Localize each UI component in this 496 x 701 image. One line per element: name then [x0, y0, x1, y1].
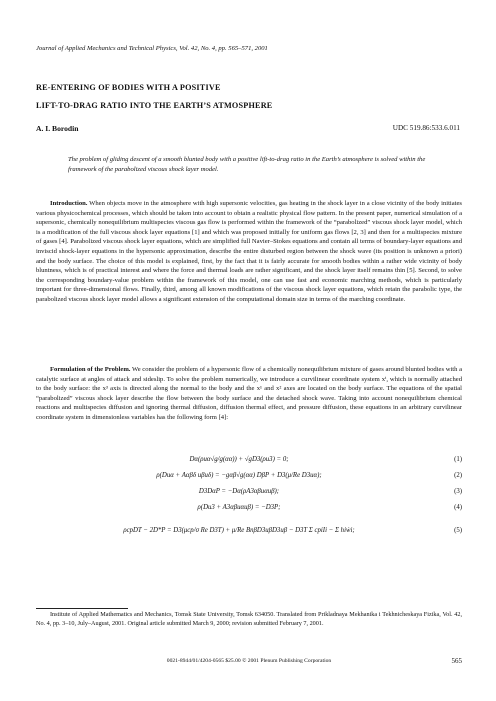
- introduction-paragraph: [36, 199, 462, 305]
- title-line-1: RE-ENTERING OF BODIES WITH A POSITIVE: [36, 83, 221, 92]
- equation-expression: ρ(Du3 + A3αβuαuβ) = −D3P;: [197, 504, 281, 511]
- equation-expression: ρ(Duα + Aαβδ uβuδ) = −gαβ√g(αα) DβP + D3(μ/Re D3uα);: [156, 472, 322, 479]
- equation-number: (2): [454, 472, 462, 479]
- affiliation-footnote: Institute of Applied Mathematics and Mechanics, Tomsk State University, Tomsk 634050. Translated from Prikladnaya Mekhanika i Tekhnicheskaya Fizika, Vol. 42, No. 4, pp. 3–10, July–August, 2001. Original article submitted March 9, 2000; revision submitted February 7, 2001.: [36, 611, 462, 627]
- equation-number: (5): [454, 527, 462, 534]
- author-name: A. I. Borodin: [36, 124, 79, 133]
- introduction-text: When objects move in the atmosphere with high supersonic velocities, gas heating in the shock layer in a close vicinity of the body initiates various physicochemical processes, which should be taken into account to obtain a realistic physical flow pattern. In the present paper, numerical simulation of a supersonic, chemically nonequilibrium multispecies viscous gas flow is performed within the framework of the “parabolized” viscous shock layer model, which is a modification of the full viscous shock layer equations [1] and which was proposed initially for uniform gas flows [2, 3] and then for a multispecies mixture of gases [4]. Parabolized viscous shock layer equations, which are simplified full Navier–Stokes equations and contain all terms of boundary-layer equations and inviscid shock-layer equations in the hypersonic approximation, describe the entire disturbed region between the shock wave (its position is unknown a priori) and the body surface. The choice of this model is explained, first, by the fact that it is fairly accurate for smooth bodies within a rather wide vicinity of body bluntness, which is of practical interest and where the force and thermal loads are rather significant, and the shock layer itself remains thin [5]. Second, to solve the corresponding boundary-value problem within the framework of this model, one can use fast and economic marching methods, which is particularly important for three-dimensional flows. Finally, third, among all known modifications of the viscous shock layer equations, which retain the parabolic type, the parabolized viscous shock layer model allows a significant extension of the computational domain size in terms of the marching coordinate.: [36, 200, 462, 303]
- article-title: [36, 79, 466, 115]
- equation-row: [36, 468, 462, 484]
- equation-expression: Dα(ρuα√g/g(αα)) + √gD3(ρu3) = 0;: [189, 456, 289, 463]
- issn-copyright: 0021-8944/01/4204-0565 $25.00 © 2001 Plenum Publishing Corporation: [166, 658, 332, 664]
- abstract: The problem of gliding descent of a smooth blunted body with a positive lift-to-drag ratio in the Earth’s atmosphere is solved within the framework of the parabolized viscous shock layer model.: [68, 156, 426, 173]
- equation-row: [36, 500, 462, 516]
- equation-number: (4): [454, 504, 462, 511]
- equation-row: [36, 516, 462, 546]
- formulation-text: We consider the problem of a hypersonic flow of a chemically nonequilibrium mixture of gases around blunted bodies with a catalytic surface at angles of attack and sideslip. To solve the problem numerically, we introduce a curvilinear coordinate system xⁱ, which is normally attached to the body surface: the x³ axis is directed along the normal to the body and the x¹ and x² axes are located on the body surface. The equations of the spatial “parabolized” viscous shock layer describe the flow between the body surface and the detached shock wave. Taking into account nonequilibrium chemical reactions and multispecies diffusion and ignoring thermal diffusion, diffusion thermal effect, and pressure diffusion, these equations in an arbitrary curvilinear coordinate system in dimensionless variables has the following form [4]:: [36, 366, 462, 421]
- footnote-divider: [36, 608, 128, 609]
- udc-code: UDC 519.86:533.6.011: [392, 124, 460, 132]
- formulation-paragraph: [36, 365, 462, 423]
- introduction-heading: Introduction.: [50, 200, 88, 207]
- equation-number: (3): [454, 488, 462, 495]
- equation-expression: ρcpDT − 2D*P = D3(μcp/σ Re D3T) + μ/Re BnβD3uβD3uβ − D3T Σ cpiIi − Σ hiẇi;: [123, 527, 355, 534]
- equation-row: [36, 452, 462, 468]
- journal-header: Journal of Applied Mechanics and Technical Physics, Vol. 42, No. 4, pp. 565–571, 2001: [36, 45, 268, 52]
- equation-number: (1): [454, 456, 462, 463]
- equation-row: [36, 484, 462, 500]
- equation-expression: D3DαP = −Dα(ρA3αβuαuβ);: [198, 488, 280, 495]
- page-number: 565: [451, 657, 462, 665]
- title-line-2: LIFT-TO-DRAG RATIO INTO THE EARTH’S ATMOSPHERE: [36, 101, 273, 110]
- equations-block: [36, 452, 462, 546]
- formulation-heading: Formulation of the Problem.: [50, 366, 131, 373]
- page-footer: [36, 657, 462, 669]
